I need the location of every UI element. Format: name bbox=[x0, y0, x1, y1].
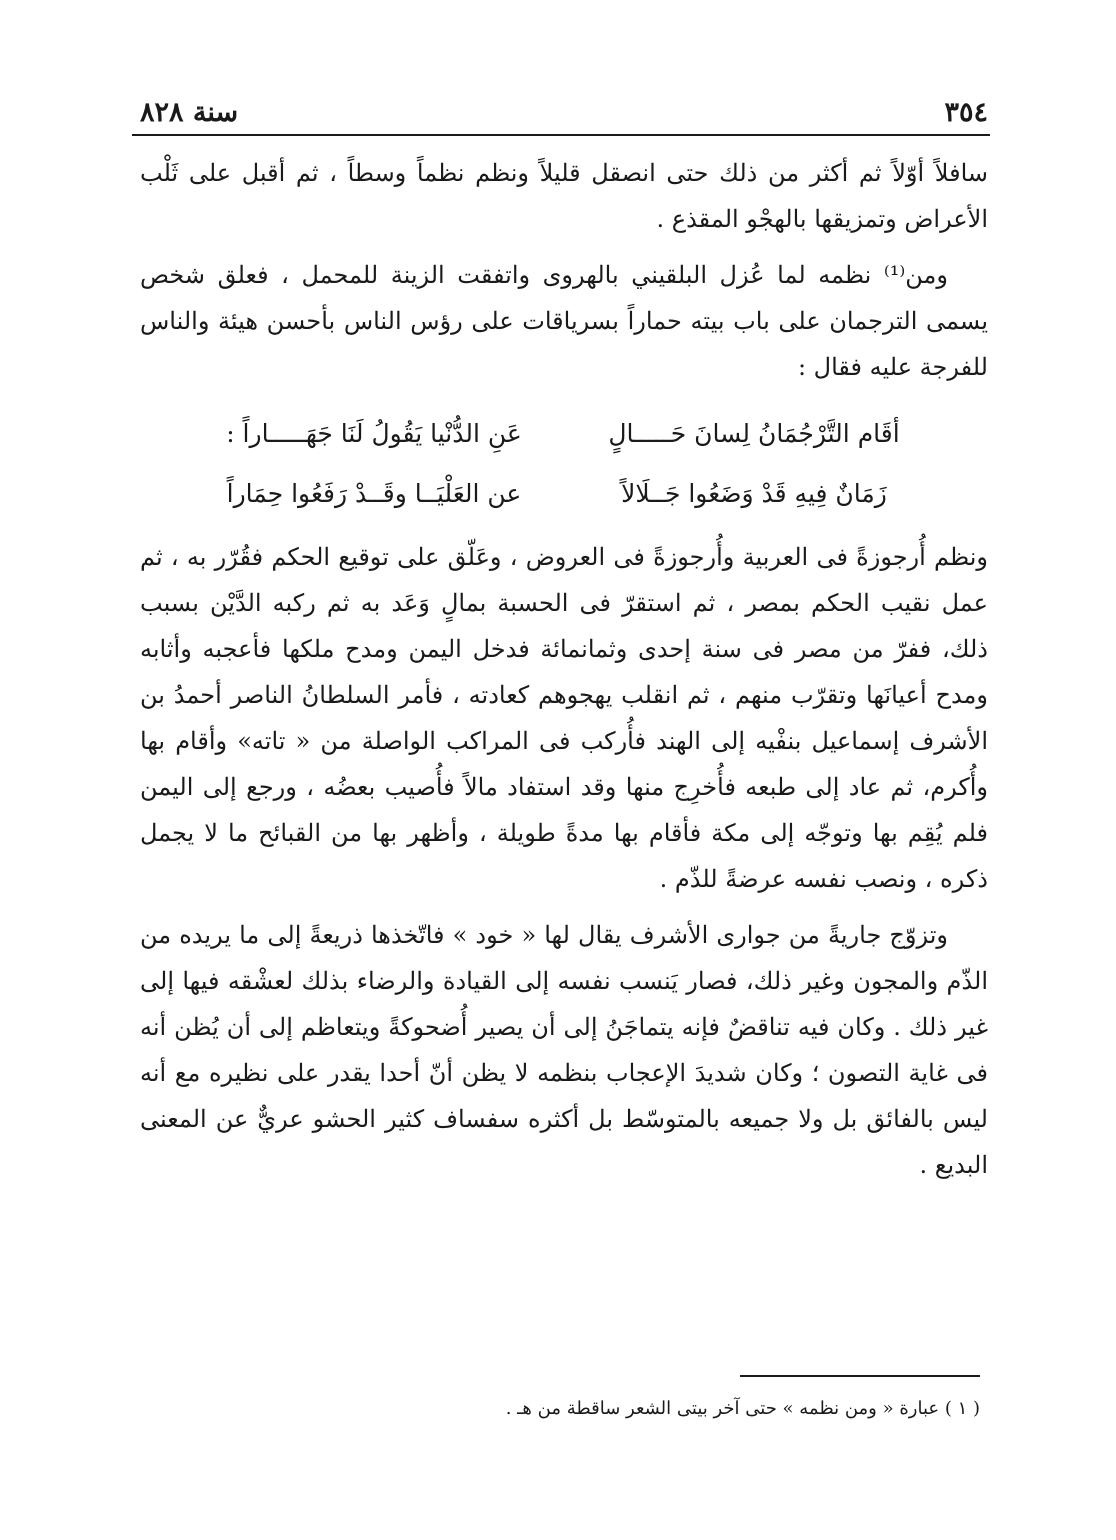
verse-2 bbox=[140, 464, 988, 524]
verse-1-second-hemistich: عَنِ الدُّنْيا يَقُولُ لَنَا جَهَـــــاراً : bbox=[226, 419, 522, 448]
paragraph-2: ومن⁽¹⁾ نظمه لما عُزل البلقيني بالهروى واتفقت الزينة للمحمل ، فعلق شخص يسمى الترجمان على باب بيته حماراً بسرياقات على رؤس الناس بأحسن هيئة والناس للفرجة عليه فقال : bbox=[140, 261, 988, 381]
poem bbox=[140, 404, 988, 524]
verse-2-first-hemistich: زَمَانٌ فِيهِ قَدْ وَضَعُوا جَــلَالاً bbox=[621, 479, 887, 508]
footnote: ( ١ ) عبارة « ومن نظمه » حتى آخر بيتى الشعر ساقطة من هـ . bbox=[505, 1398, 980, 1419]
paragraph-1: سافلاً أوّلاً ثم أكثر من ذلك حتى انصقل قليلاً ونظم نظماً وسطاً ، ثم أقبل على ثَلْب الأعراض وتمزيقها بالهجْو المقذع . bbox=[140, 159, 988, 233]
running-title-year: سنة ٨٢٨ bbox=[140, 97, 239, 128]
footnote-rule bbox=[740, 1375, 980, 1377]
page-number: ٣٥٤ bbox=[944, 97, 988, 128]
verse-1-first-hemistich: أقَام التَّرْجُمَانُ لِسانَ حَـــــالٍ bbox=[608, 419, 900, 448]
paragraph-3: ونظم أُرجوزةً فى العربية وأُرجوزةً فى العروض ، وعَلّق على توقيع الحكم فقُرّر به ، ثم عمل نقيب الحكم بمصر ، ثم استقرّ فى الحسبة بمالٍ وَعَد به ثم ركبه الدَّيْن بسبب ذلك، ففرّ من مصر فى سنة إحدى وثمانمائة فدخل اليمن ومدح ملكها فأعجبه وأثابه ومدح أعيانَها وتقرّب منهم ، ثم انقلب يهجوهم كعادته ، فأمر السلطانُ الناصر أحمدُ بن الأشرف إسماعيل بنفْيه إلى الهند فأُركب فى المراكب الواصلة من « تاته» وأقام بها وأُكرم، ثم عاد إلى طبعه فأُخرِج منها وقد استفاد مالاً فأُصيب بعضُه ، ورجع إلى اليمن فلم يُقِم بها وتوجّه إلى مكة فأقام بها مدةً طويلة ، وأظهر بها من القبائح ما لا يجمل ذكره ، ونصب نفسه عرضةً للذّم . bbox=[140, 543, 988, 893]
paragraph-4: وتزوّج جاريةً من جوارى الأشرف يقال لها « خود » فاتّخذها ذريعةً إلى ما يريده من الذّم والمجون وغير ذلك، فصار يَنسب نفسه إلى القيادة والرضاء بذلك لعشْقه فيها إلى غير ذلك . وكان فيه تناقضٌ فإنه يتماجَنُ إلى أن يصير أُضحوكةً ويتعاظم إلى أن يُظن أنه فى غاية التصون ؛ وكان شديدَ الإعجاب بنظمه لا يظن أنّ أحدا يقدر على نظيره مع أنه ليس بالفائق بل ولا جميعه بالمتوسّط بل أكثره سفساف كثير الحشو عريٌّ عن المعنى البديع . bbox=[140, 921, 988, 1179]
verse-1 bbox=[140, 404, 988, 464]
running-header bbox=[140, 88, 988, 128]
main-text bbox=[140, 150, 988, 1188]
verse-2-second-hemistich: عن العَلْيَــا وقَــدْ رَفَعُوا حِمَاراً bbox=[226, 479, 522, 508]
header-rule bbox=[132, 134, 990, 136]
